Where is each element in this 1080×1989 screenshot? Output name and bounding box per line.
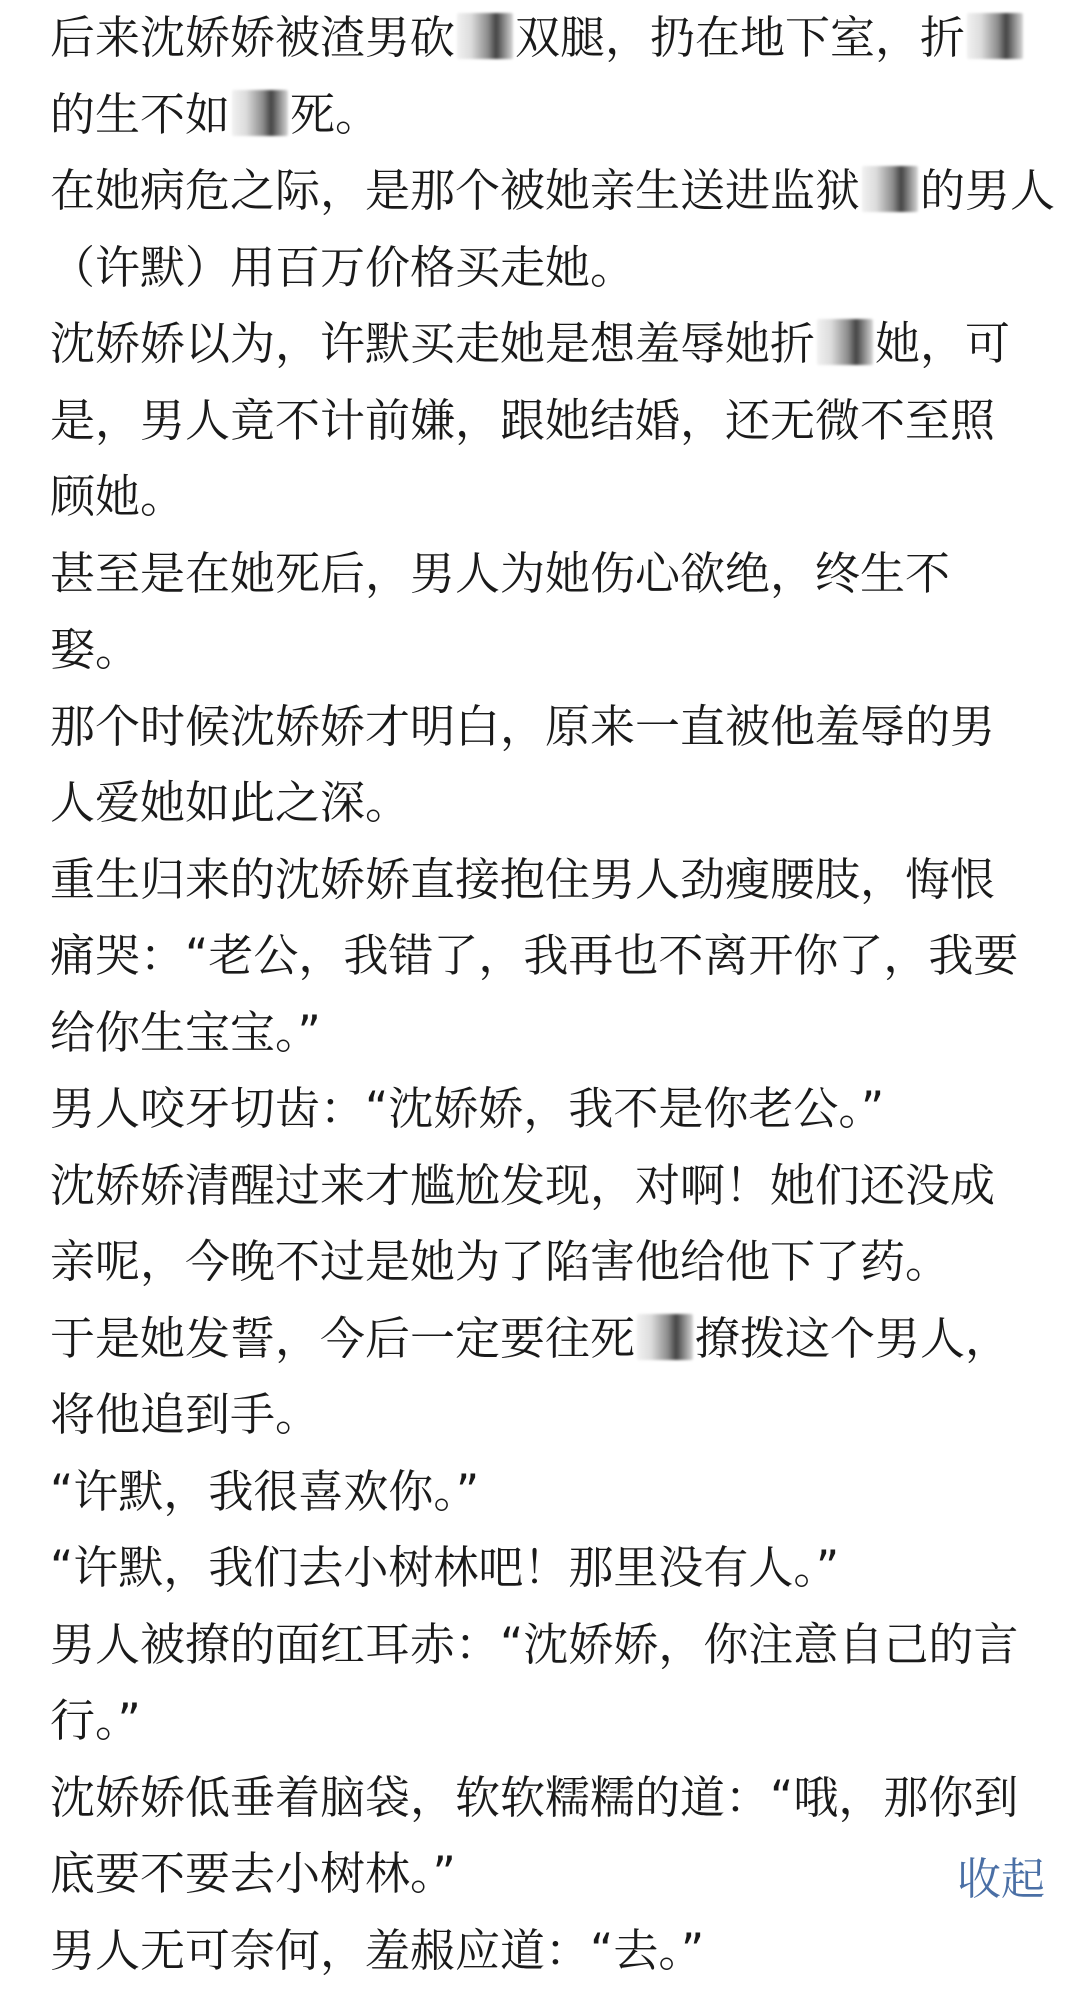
text-line-25: 底要不要去小树林。” xyxy=(50,1836,1040,1913)
text-line-18: 于是她发誓，今后一定要往死 撩拨这个男人， xyxy=(50,1301,1040,1378)
text-line-9: 娶。 xyxy=(50,612,1040,689)
text-line-16: 沈娇娇清醒过来才尴尬发现，对啊！她们还没成 xyxy=(50,1148,1040,1225)
text-line-23: 行。” xyxy=(50,1683,1040,1760)
text-line-10: 那个时候沈娇娇才明白，原来一直被他羞辱的男 xyxy=(50,689,1040,766)
text-line-22: 男人被撩的面红耳赤：“沈娇娇，你注意自己的言 xyxy=(50,1607,1040,1684)
text-line-24: 沈娇娇低垂着脑袋，软软糯糯的道：“哦，那你到 xyxy=(50,1760,1040,1837)
blurred-text xyxy=(457,13,513,59)
text-line-17: 亲呢，今晚不过是她为了陷害他给他下了药。 xyxy=(50,1224,1040,1301)
text-line-26: 男人无可奈何，羞赧应道：“去。” xyxy=(50,1913,1040,1989)
text-line-8: 甚至是在她死后，男人为她伤心欲绝，终生不 xyxy=(50,536,1040,613)
blurred-text xyxy=(232,90,288,136)
text-line-14: 给你生宝宝。” xyxy=(50,995,1040,1072)
text-line-15: 男人咬牙切齿：“沈娇娇，我不是你老公。” xyxy=(50,1071,1040,1148)
text-line-19: 将他追到手。 xyxy=(50,1377,1040,1454)
blurred-text xyxy=(817,319,873,365)
text-line-21: “许默，我们去小树林吧！那里没有人。” xyxy=(50,1530,1040,1607)
article-body xyxy=(50,0,1040,1989)
text-line-7: 顾她。 xyxy=(50,459,1040,536)
text-line-6: 是，男人竟不计前嫌，跟她结婚，还无微不至照 xyxy=(50,383,1040,460)
text-line-11: 人爱她如此之深。 xyxy=(50,765,1040,842)
text-line-1: 后来沈娇娇被渣男砍 双腿，扔在地下室，折 xyxy=(50,0,1040,77)
text-line-5: 沈娇娇以为，许默买走她是想羞辱她折 她，可 xyxy=(50,306,1040,383)
blurred-text xyxy=(967,13,1023,59)
text-line-3: 在她病危之际，是那个被她亲生送进监狱 的男人 xyxy=(50,153,1040,230)
collapse-button[interactable]: 收起 xyxy=(957,1848,1045,1912)
text-line-20: “许默，我很喜欢你。” xyxy=(50,1454,1040,1531)
text-line-4: （许默）用百万价格买走她。 xyxy=(50,230,1040,307)
text-line-2: 的生不如 死。 xyxy=(50,77,1040,154)
blurred-text xyxy=(637,1314,693,1360)
text-line-13: 痛哭：“老公，我错了，我再也不离开你了，我要 xyxy=(50,918,1040,995)
blurred-text xyxy=(862,166,918,212)
text-line-12: 重生归来的沈娇娇直接抱住男人劲瘦腰肢，悔恨 xyxy=(50,842,1040,919)
